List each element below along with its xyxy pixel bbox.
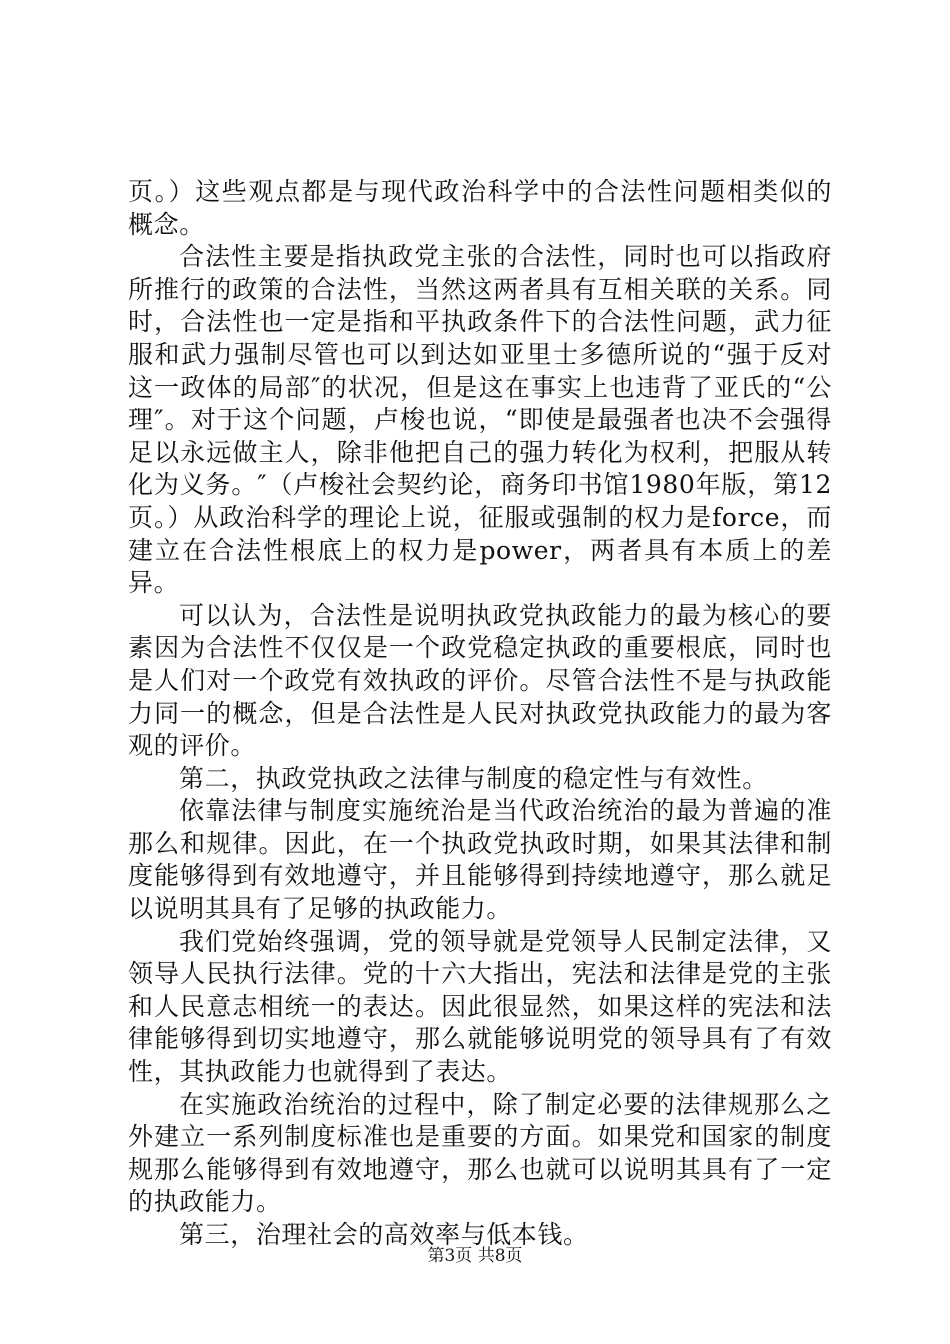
paragraph-legitimacy: 合法性主要是指执政党主张的合法性，同时也可以指政府所推行的政策的合法性，当然这两者具有互相关联的关系。同时，合法性也一定是指和平执政条件下的合法性问题，武力征服和武力强制尽管也可以到达如亚里士多德所说的“强于反对这一政体的局部″的状况，但是这在事实上也违背了亚氏的“公理″。对于这个问题，卢梭也说，“即使是最强者也决不会强得足以永远做主人，除非他把自己的强力转化为权利，把服从转化为义务。″（卢梭社会契约论，商务印书馆1980年版，第12页。）从政治科学的理论上说，征服或强制的权力是force，而建立在合法性根底上的权力是power，两者具有本质上的差异。 [128,242,832,598]
paragraph-law-and-institutions: 依靠法律与制度实施统治是当代政治统治的最为普遍的准那么和规律。因此，在一个执政党执政时期，如果其法律和制度能够得到有效地遵守，并且能够得到持续地遵守，那么就足以说明其具有了足够的执政能力。 [128,796,832,924]
document-body [128,176,832,1252]
section-heading-third: 第三，治理社会的高效率与低本钱。 [179,1220,589,1249]
paragraph-party-leadership: 我们党始终强调，党的领导就是党领导人民制定法律，又领导人民执行法律。党的十六大指出，宪法和法律是党的主张和人民意志相统一的表达。因此很显然，如果这样的宪法和法律能够得到切实地遵守，那么就能够说明党的领导具有了有效性，其执政能力也就得到了表达。 [128,926,832,1087]
page-footer: 第3页 共8页 [427,1246,523,1266]
paragraph-core-element: 可以认为，合法性是说明执政党执政能力的最为核心的要素因为合法性不仅仅是一个政党稳定执政的重要根底，同时也是人们对一个政党有效执政的评价。尽管合法性不是与执政能力同一的概念，但是合法性是人民对执政党执政能力的最为客观的评价。 [128,600,832,761]
paragraph-institutional-standards: 在实施政治统治的过程中，除了制定必要的法律规那么之外建立一系列制度标准也是重要的方面。如果党和国家的制度规那么能够得到有效地遵守，那么也就可以说明其具有了一定的执政能力。 [128,1089,832,1217]
paragraph-continuation: 页。）这些观点都是与现代政治科学中的合法性问题相类似的概念。 [128,177,832,239]
section-heading-second: 第二，执政党执政之法律与制度的稳定性与有效性。 [179,763,768,793]
